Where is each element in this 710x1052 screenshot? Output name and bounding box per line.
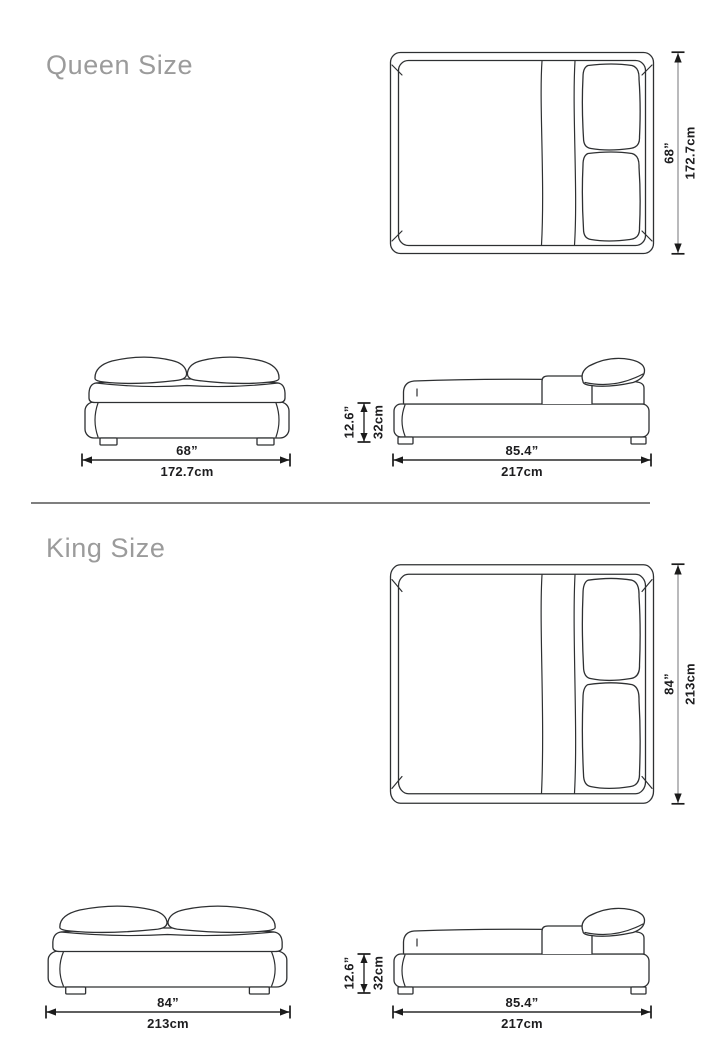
king-side-length-cm-label: 217cm [501,1016,543,1031]
queen-front-width-inches-label: 68” [176,443,198,458]
king-front-view-drawing [47,903,288,995]
queen-side-height-dimension-arrow [357,402,371,443]
queen-side-length-inches-label: 85.4” [505,443,539,458]
king-front-width-inches-label: 84” [157,995,179,1010]
queen-side-length-cm-label: 217cm [501,464,543,479]
king-side-view-drawing [393,907,651,995]
king-size-heading: King Size [46,533,166,563]
queen-top-width-cm-label: 172.7cm [682,126,698,180]
section-divider [31,502,650,504]
queen-top-width-inches-label: 68” [661,142,677,164]
king-top-width-inches-label: 84” [661,673,677,695]
queen-size-heading: Queen Size [46,50,194,80]
queen-side-height-cm-label: 32cm [370,404,386,440]
king-top-view-drawing [389,563,655,805]
king-top-width-cm-label: 213cm [682,663,698,705]
king-front-width-cm-label: 213cm [147,1016,189,1031]
queen-side-height-inches-label: 12.6” [341,405,357,439]
queen-top-view-drawing [389,51,655,255]
king-side-height-cm-label: 32cm [370,955,386,991]
queen-front-width-cm-label: 172.7cm [160,464,214,479]
queen-front-view-drawing [84,354,290,446]
king-side-height-dimension-arrow [357,953,371,994]
king-side-height-inches-label: 12.6” [341,956,357,990]
king-side-length-inches-label: 85.4” [505,995,539,1010]
queen-side-view-drawing [393,357,651,445]
